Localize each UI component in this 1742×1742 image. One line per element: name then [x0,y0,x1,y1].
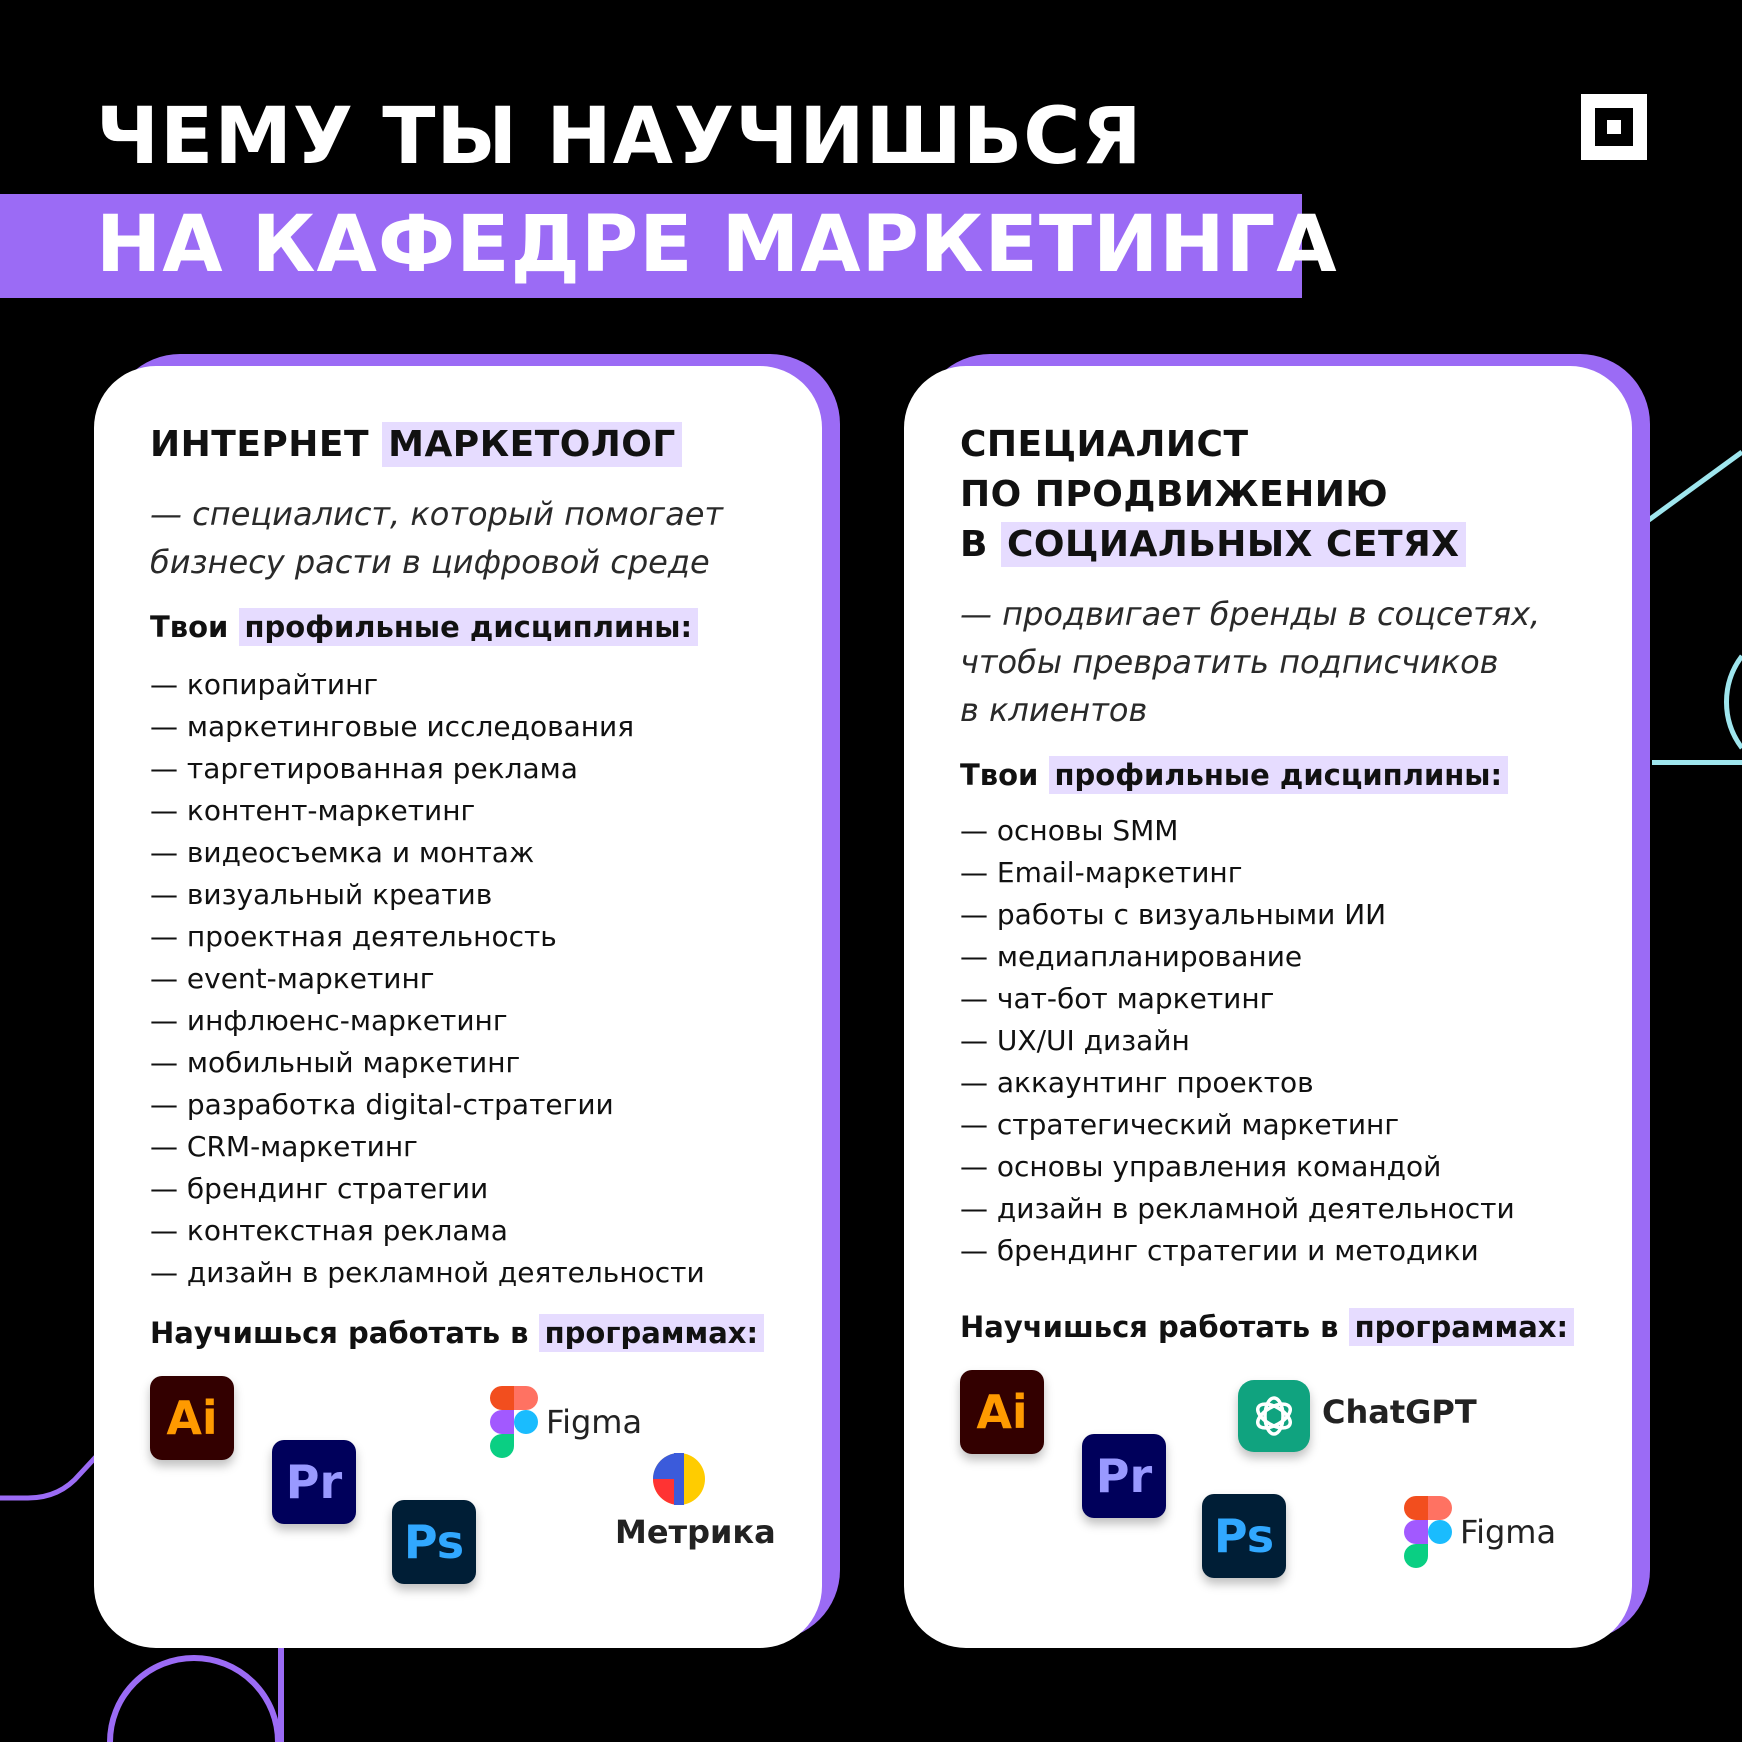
illustrator-icon: Ai [150,1376,234,1460]
page-title-line1: ЧЕМУ ТЫ НАУЧИШЬСЯ [96,92,1143,182]
left-disciplines-heading [150,604,698,650]
right-card-heading [960,420,1466,570]
discipline-item: — визуальный креатив [150,878,493,911]
discipline-item: — чат-бот маркетинг [960,982,1275,1015]
discipline-item: — маркетинговые исследования [150,710,635,743]
discipline-item: — брендинг стратегии и методики [960,1234,1479,1267]
discipline-item: — дизайн в рекламной деятельности [960,1192,1515,1225]
discipline-item: — контекстная реклама [150,1214,508,1247]
left-programs-highlight: программах: [539,1314,764,1352]
discipline-item: — видеосъемка и монтаж [150,836,535,869]
right-programs-highlight: программах: [1349,1308,1574,1346]
premiere-icon: Pr [272,1440,356,1524]
metrika-label: Метрика [615,1513,776,1551]
discipline-item: — таргетированная реклама [150,752,578,785]
discipline-item: — дизайн в рекламной деятельности [150,1256,705,1289]
left-card-description [150,490,723,586]
right-disciplines-highlight: профильные дисциплины: [1049,756,1509,794]
left-card-heading [150,420,682,470]
chatgpt-icon [1238,1380,1310,1452]
right-disciplines-plain: Твои [960,758,1039,792]
discipline-item: — копирайтинг [150,668,379,701]
cyan-line-right [1646,452,1742,522]
right-disciplines-heading [960,752,1508,798]
brand-logo-icon [1581,94,1647,160]
left-disciplines-plain: Твои [150,610,229,644]
purple-circle-bottom [110,1658,278,1742]
figma-label: Figma [546,1403,643,1441]
left-card [94,366,822,1648]
right-desc-line1: — продвигает бренды в соцсетях, [960,595,1541,633]
discipline-item: — проектная деятельность [150,920,557,953]
discipline-item: — основы управления командой [960,1150,1442,1183]
chatgpt-label: ChatGPT [1322,1393,1477,1431]
discipline-item: — разработка digital-стратегии [150,1088,614,1121]
left-programs-heading [150,1310,764,1356]
right-heading-line1: СПЕЦИАЛИСТ [960,424,1249,465]
discipline-item: — контент-маркетинг [150,794,476,827]
right-desc-line2: чтобы превратить подписчиков [960,643,1499,681]
right-programs-heading [960,1304,1574,1350]
photoshop-icon: Ps [1202,1494,1286,1578]
discipline-item: — event-маркетинг [150,962,435,995]
cyan-arc-right [1726,656,1742,748]
figma-icon [1404,1496,1452,1568]
right-card-description [960,590,1540,734]
discipline-item: — медиапланирование [960,940,1303,973]
left-programs-plain: Научишься работать в [150,1316,529,1350]
right-heading-line3-plain: В [960,524,988,565]
discipline-item: — Email-маркетинг [960,856,1243,889]
metrika-icon [652,1452,706,1506]
left-heading-highlight: МАРКЕТОЛОГ [382,422,682,467]
figma-label: Figma [1460,1513,1557,1551]
page-title-line2: НА КАФЕДРЕ МАРКЕТИНГА [96,200,1338,290]
right-heading-line2: ПО ПРОДВИЖЕНИЮ [960,474,1389,515]
photoshop-icon: Ps [392,1500,476,1584]
left-desc-line2: бизнесу расти в цифровой среде [150,543,710,581]
illustrator-icon: Ai [960,1370,1044,1454]
left-heading-plain: ИНТЕРНЕТ [150,424,370,465]
discipline-item: — инфлюенс-маркетинг [150,1004,508,1037]
discipline-item: — аккаунтинг проектов [960,1066,1314,1099]
discipline-item: — стратегический маркетинг [960,1108,1400,1141]
right-card [904,366,1632,1648]
right-desc-line3: в клиентов [960,691,1148,729]
discipline-item: — работы с визуальными ИИ [960,898,1387,931]
discipline-item: — основы SMM [960,814,1179,847]
cyan-horizontal-line [1652,760,1742,765]
left-disciplines-list [150,664,705,1294]
figma-icon [490,1386,538,1458]
discipline-item: — UX/UI дизайн [960,1024,1190,1057]
right-disciplines-list [960,810,1515,1272]
discipline-item: — брендинг стратегии [150,1172,489,1205]
discipline-item: — мобильный маркетинг [150,1046,521,1079]
left-disciplines-highlight: профильные дисциплины: [239,608,699,646]
premiere-icon: Pr [1082,1434,1166,1518]
discipline-item: — CRM-маркетинг [150,1130,418,1163]
right-programs-plain: Научишься работать в [960,1310,1339,1344]
left-desc-line1: — специалист, который помогает [150,495,724,533]
right-heading-highlight: СОЦИАЛЬНЫХ СЕТЯХ [1001,522,1466,567]
